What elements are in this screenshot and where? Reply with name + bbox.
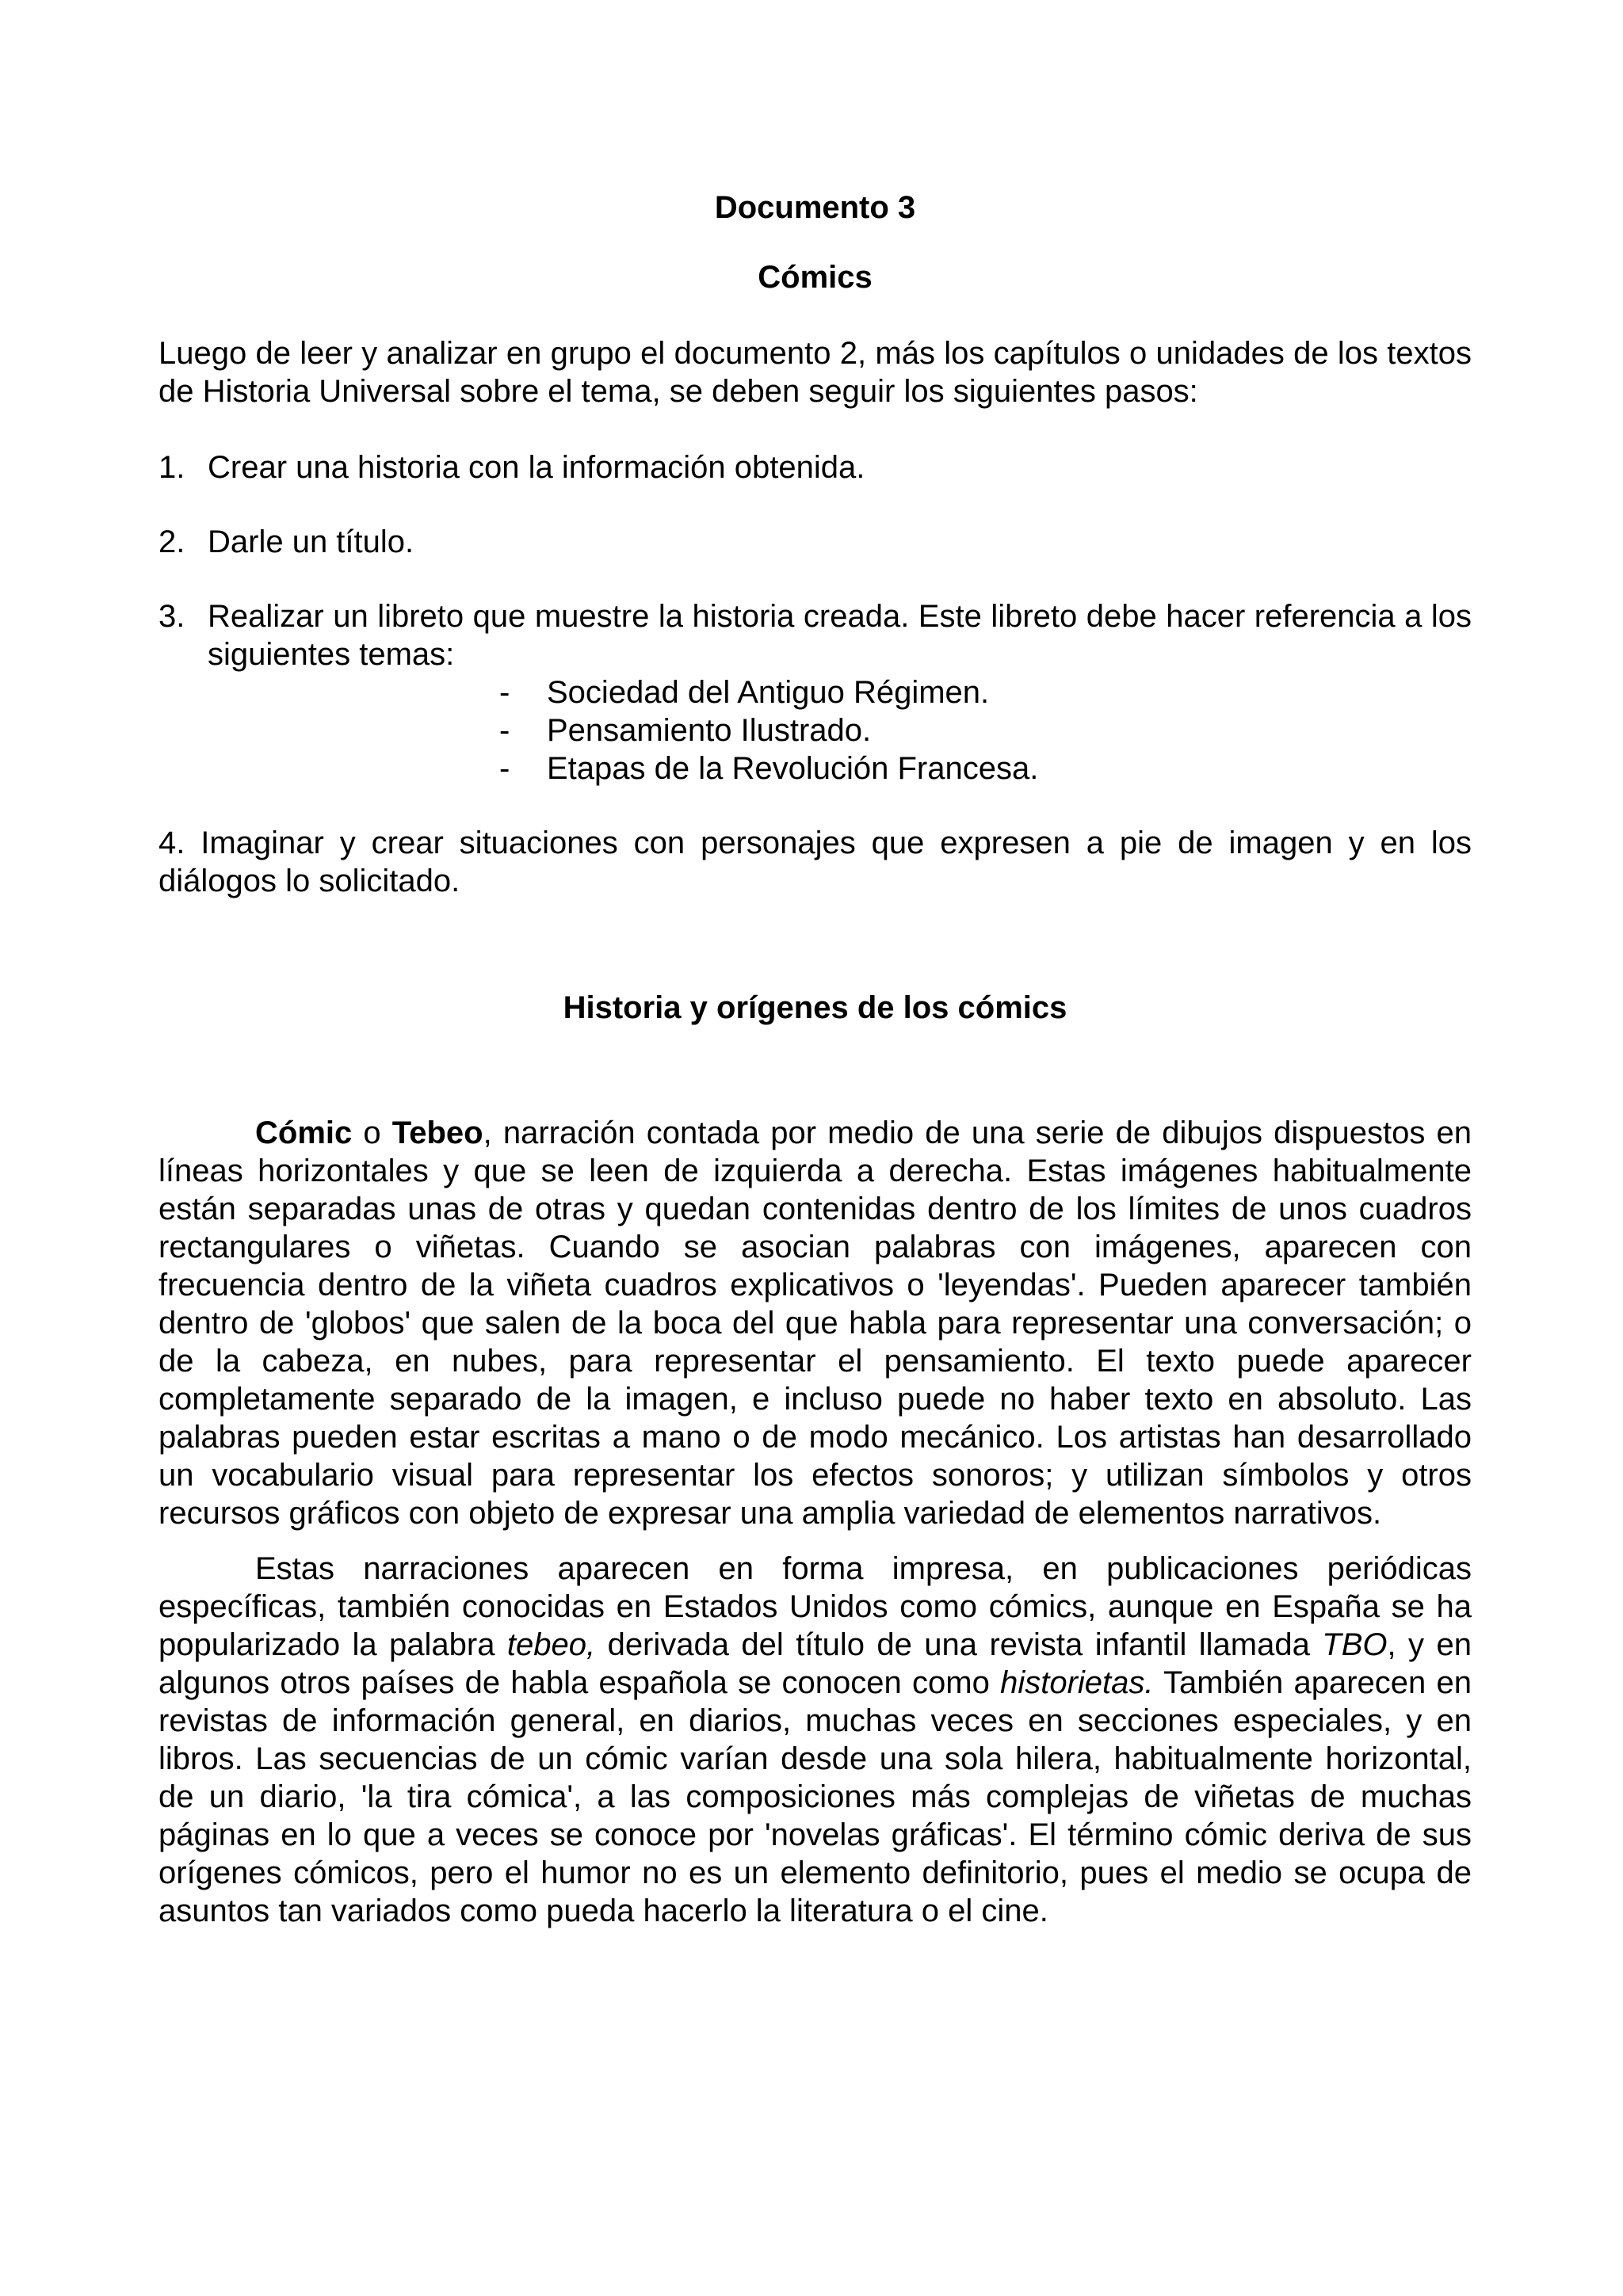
topic-item	[208, 711, 1472, 749]
step-text: Realizar un libreto que muestre la historia creada. Este libreto debe hacer referencia a los siguientes temas:	[208, 599, 1472, 672]
topic-dash: -	[499, 713, 510, 748]
paragraph-1-text: , narración contada por medio de una serie de dibujos dispuestos en líneas horizontales y que se leen de izquierda a derecha. Estas imágenes habitualmente están separadas unas de otras y quedan contenidas dentro de los límites de unos cuadros rectangulares o viñetas. Cuando se asocian palabras con imágenes, aparecen con frecuencia dentro de la viñeta cuadros explicativos o 'leyendas'. Pueden aparecer también dentro de 'globos' que salen de la boca del que habla para representar una conversación; o de la cabeza, en nubes, para representar el pensamiento. El texto puede aparecer completamente separado de la imagen, e incluso puede no haber texto en absoluto. Las palabras pueden estar escritas a mano o de modo mecánico. Los artistas han desarrollado un vocabulario visual para representar los efectos sonoros; y utilizan símbolos y otros recursos gráficos con objeto de expresar una amplia variedad de elementos narrativos.	[158, 1116, 1472, 1531]
document-page	[158, 189, 1472, 1947]
italic-tbo: TBO	[1322, 1627, 1388, 1662]
steps-list	[158, 448, 1472, 788]
paragraph-2-text-c: , y en algunos otros países de habla española se conocen como	[158, 1627, 1472, 1700]
history-paragraph-1	[158, 1114, 1472, 1532]
step-text: Darle un título.	[208, 524, 414, 559]
term-connector: o	[352, 1116, 392, 1150]
topic-dash: -	[499, 751, 510, 786]
topic-item	[208, 673, 1472, 711]
paragraph-2-text-a: Estas narraciones aparecen en forma impresa, en publicaciones periódicas específicas, también conocidas en Estados Unidos como cómics, aunque en España se ha popularizado la palabra	[158, 1551, 1472, 1662]
step-item	[158, 448, 1472, 486]
step-4-paragraph: 4. Imaginar y crear situaciones con personajes que expresen a pie de imagen y en los diálogos lo solicitado.	[158, 826, 1472, 898]
paragraph-2-text-d: También aparecen en revistas de información general, en diarios, muchas veces en secciones especiales, y en libros. Las secuencias de un cómic varían desde una sola hilera, habitualmente horizontal, de un diario, 'la tira cómica', a las composiciones más complejas de viñetas de muchas páginas en lo que a veces se conoce por 'novelas gráficas'. El término cómic deriva de sus orígenes cómicos, pero el humor no es un elemento definitorio, pues el medio se ocupa de asuntos tan variados como pueda hacerlo la literatura o el cine.	[158, 1665, 1472, 1928]
step-number: 1.	[158, 450, 185, 485]
history-paragraph-2	[158, 1550, 1472, 1930]
intro-paragraph: Luego de leer y analizar en grupo el documento 2, más los capítulos o unidades de los textos de Historia Universal sobre el tema, se deben seguir los siguientes pasos:	[158, 336, 1472, 409]
paragraph-2-text-b: derivada del título de una revista infantil llamada	[595, 1627, 1323, 1662]
italic-historietas: historietas.	[1000, 1665, 1154, 1700]
document-number-title: Documento 3	[714, 190, 916, 225]
step-number: 2.	[158, 524, 185, 559]
topic-text: Etapas de la Revolución Francesa.	[547, 751, 1039, 786]
term-tebeo: Tebeo	[391, 1116, 483, 1150]
step-item	[158, 597, 1472, 788]
section-title: Historia y orígenes de los cómics	[563, 990, 1067, 1025]
term-comic: Cómic	[255, 1116, 353, 1150]
step-number: 3.	[158, 599, 185, 634]
italic-tebeo: tebeo,	[506, 1627, 596, 1662]
topic-text: Sociedad del Antiguo Régimen.	[547, 675, 990, 710]
document-subject-title: Cómics	[758, 260, 873, 295]
topic-item	[208, 749, 1472, 788]
step-text: Crear una historia con la información obtenida.	[208, 450, 865, 485]
topic-text: Pensamiento Ilustrado.	[547, 713, 872, 748]
topic-dash: -	[499, 675, 510, 710]
topics-list	[208, 673, 1472, 788]
step-item	[158, 523, 1472, 561]
